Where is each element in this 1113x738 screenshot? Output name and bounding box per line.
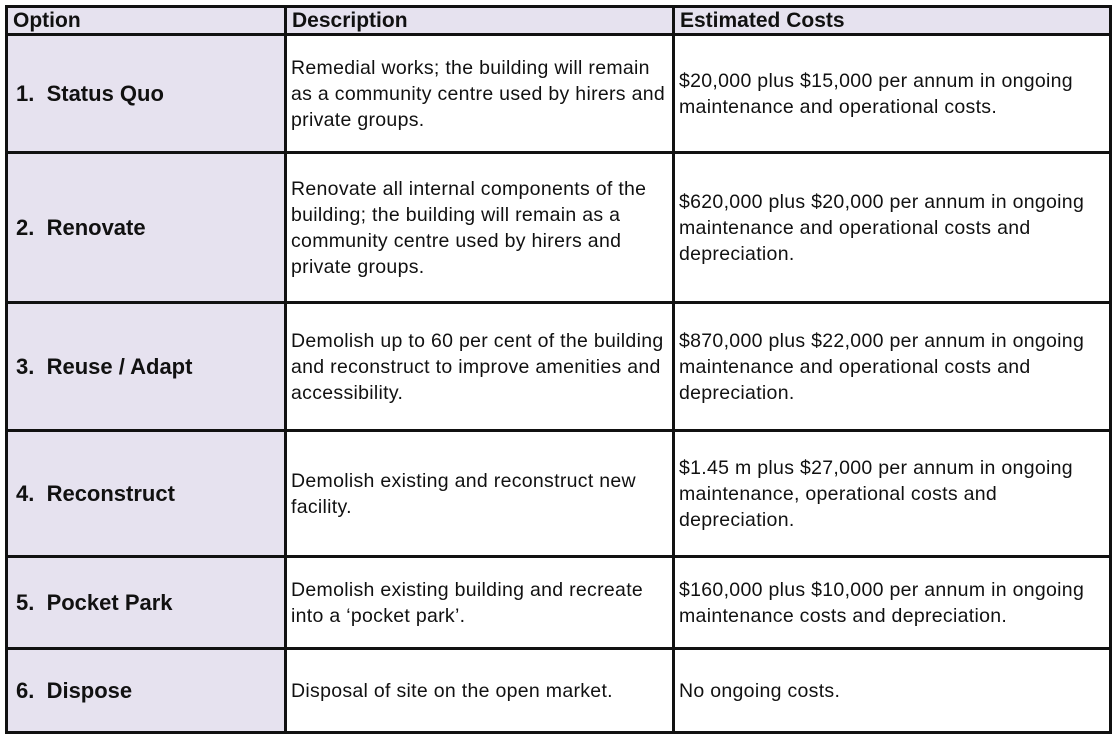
option-cell: 1. Status Quo (7, 35, 286, 153)
option-cell: 5. Pocket Park (7, 557, 286, 649)
table-row (7, 557, 1111, 649)
cost-cell: $620,000 plus $20,000 per annum in ongoing maintenance and operational costs and depreciation. (674, 153, 1111, 303)
table-row (7, 431, 1111, 557)
options-cost-table (5, 5, 1112, 734)
option-cell: 3. Reuse / Adapt (7, 303, 286, 431)
description-cell: Demolish existing building and recreate into a ‘pocket park’. (286, 557, 674, 649)
cost-cell: $160,000 plus $10,000 per annum in ongoing maintenance costs and depreciation. (674, 557, 1111, 649)
option-cell: 4. Reconstruct (7, 431, 286, 557)
description-cell: Renovate all internal components of the building; the building will remain as a community centre used by hirers and private groups. (286, 153, 674, 303)
cost-cell: $20,000 plus $15,000 per annum in ongoing maintenance and operational costs. (674, 35, 1111, 153)
cost-cell: No ongoing costs. (674, 649, 1111, 733)
description-cell: Disposal of site on the open market. (286, 649, 674, 733)
header-option: Option (7, 7, 286, 35)
option-cell: 2. Renovate (7, 153, 286, 303)
description-cell: Demolish up to 60 per cent of the building and reconstruct to improve amenities and accessibility. (286, 303, 674, 431)
table-row (7, 35, 1111, 153)
description-cell: Demolish existing and reconstruct new facility. (286, 431, 674, 557)
cost-cell: $870,000 plus $22,000 per annum in ongoing maintenance and operational costs and depreciation. (674, 303, 1111, 431)
description-cell: Remedial works; the building will remain as a community centre used by hirers and private groups. (286, 35, 674, 153)
table-row (7, 303, 1111, 431)
table-row (7, 649, 1111, 733)
header-description: Description (286, 7, 674, 35)
option-cell: 6. Dispose (7, 649, 286, 733)
cost-cell: $1.45 m plus $27,000 per annum in ongoing maintenance, operational costs and depreciation. (674, 431, 1111, 557)
header-row (7, 7, 1111, 35)
header-estimated-costs: Estimated Costs (674, 7, 1111, 35)
table-row (7, 153, 1111, 303)
